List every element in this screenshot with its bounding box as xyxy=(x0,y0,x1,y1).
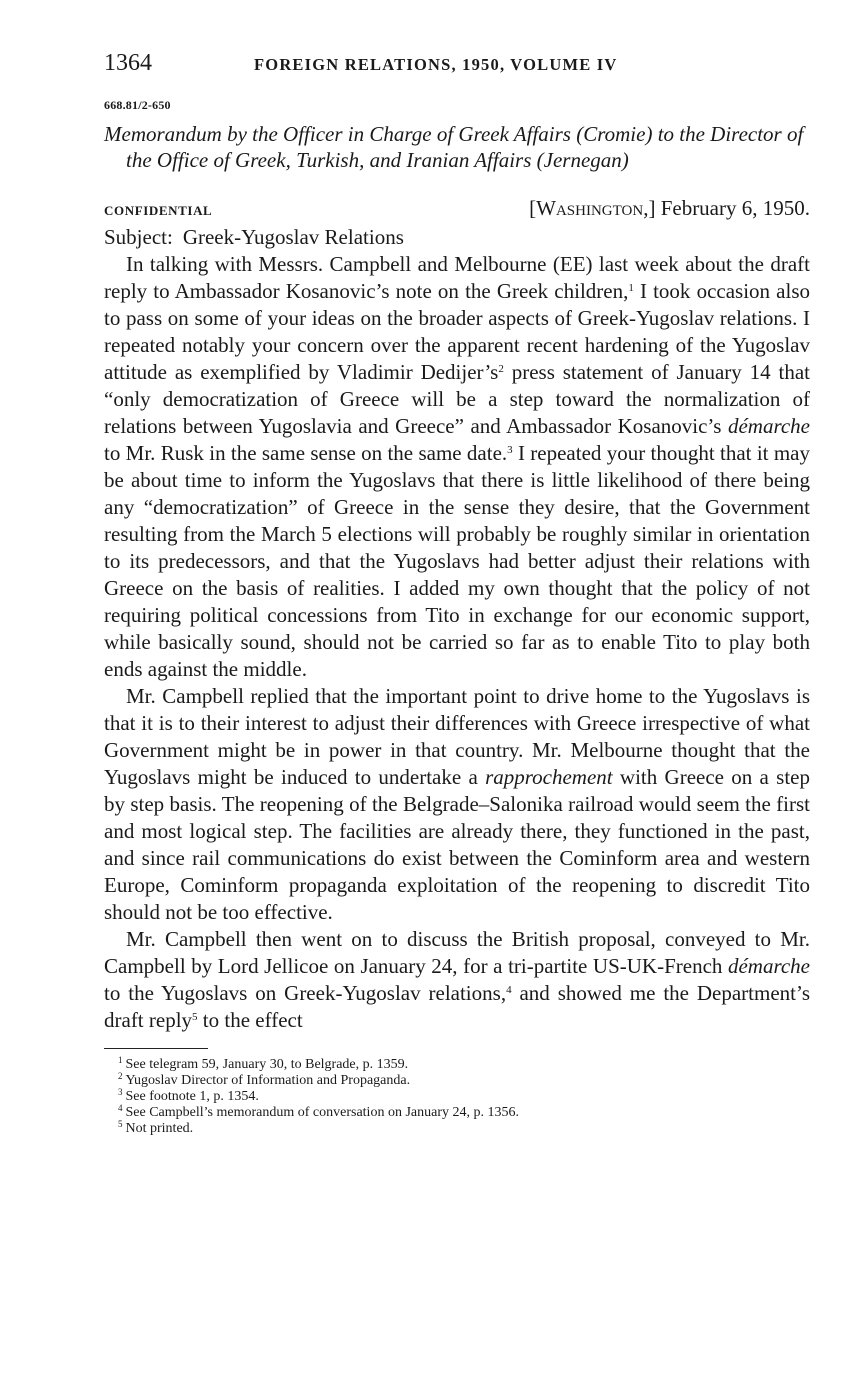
page-header xyxy=(104,50,810,84)
classification: CONFIDENTIAL xyxy=(104,203,213,218)
footnote-number: 4 xyxy=(118,1103,123,1113)
footnote-ref: 1 xyxy=(628,282,634,294)
footnote xyxy=(104,1057,810,1073)
page-number: 1364 xyxy=(104,50,152,76)
paragraph-3 xyxy=(104,926,810,1034)
footnote-ref: 4 xyxy=(506,984,512,996)
subject-text: Greek-Yugoslav Relations xyxy=(182,225,404,249)
footnote-text: Not printed. xyxy=(125,1121,194,1136)
footnote xyxy=(104,1073,810,1089)
footnote xyxy=(104,1105,810,1121)
subject-line xyxy=(104,224,810,251)
text-run: Mr. Campbell then went on to discuss the British proposal, conveyed to Mr. Campbell by Lord Jellicoe on January 24, for a tri-partite US-UK-French xyxy=(104,927,810,978)
footnote-number: 5 xyxy=(118,1119,123,1129)
footnote xyxy=(104,1089,810,1105)
text-run: Mr. Campbell replied that the important point to drive home to the Yugoslavs is that it is to their interest to adjust their differences with Greece irrespective of what Government might be in power in that country. Mr. Melbourne thought that the Yugoslavs might be induced to undertake a xyxy=(104,684,810,789)
document-page xyxy=(104,50,810,1137)
paragraph-2 xyxy=(104,683,810,926)
text-run: I took occasion also to pass on some of your ideas on the broader aspects of Greek-Yugoslav relations. I repeated notably your concern over the apparent recent hardening of the Yugoslav attitude as exemplified by Vladimir Dedijer’s xyxy=(104,279,810,384)
footnote-number: 3 xyxy=(118,1087,123,1097)
footnotes xyxy=(104,1057,810,1137)
place: Washington xyxy=(536,196,644,220)
footnote-text: Yugoslav Director of Information and Propaganda. xyxy=(125,1073,411,1088)
footnote xyxy=(104,1121,810,1137)
footnote-text: See telegram 59, January 30, to Belgrade, p. 1359. xyxy=(125,1057,409,1072)
footnote-divider xyxy=(104,1048,208,1049)
footnote-ref: 3 xyxy=(507,444,513,456)
text-run: to Mr. Rusk in the same sense on the same date. xyxy=(104,441,508,465)
memo-body xyxy=(104,251,810,1034)
subject-label: Subject: xyxy=(104,225,173,249)
text-run: to the Yugoslavs on Greek-Yugoslav relations, xyxy=(104,981,507,1005)
dateline xyxy=(104,196,810,221)
footnote-number: 1 xyxy=(118,1055,123,1065)
file-number: 668.81/2-650 xyxy=(104,98,171,112)
footnote-ref: 5 xyxy=(192,1011,198,1023)
footnote-number: 2 xyxy=(118,1071,123,1081)
italic-term: rapprochement xyxy=(485,765,613,789)
text-run: to the effect xyxy=(197,1008,303,1032)
italic-term: démarche xyxy=(727,414,810,438)
footnote-text: See Campbell’s memorandum of conversation on January 24, p. 1356. xyxy=(125,1105,519,1120)
date: February 6, 1950. xyxy=(660,196,810,220)
text-run: I repeated your thought that it may be about time to inform the Yugoslavs that there is little likelihood of there being any “democratization” of Greece in the sense they desire, that the Government resulting from the March 5 elections will probably be roughly similar in orientation to its predecessors, and that the Yugoslavs had better adjust their relations with Greece on the basis of realities. I added my own thought that the policy of not requiring political concessions from Tito in exchange for our economic support, while basically sound, should not be carried so far as to enable Tito to play both ends against the middle. xyxy=(104,441,810,681)
running-title: FOREIGN RELATIONS, 1950, VOLUME IV xyxy=(254,55,618,74)
paragraph-1 xyxy=(104,251,810,683)
place-date: [Washington,] February 6, 1950. xyxy=(529,196,810,220)
text-run: In talking with Messrs. Campbell and Melbourne (EE) last week about the draft reply to Ambassador Kosanovic’s note on the Greek children, xyxy=(104,252,810,303)
footnote-text: See footnote 1, p. 1354. xyxy=(125,1089,259,1104)
text-run: with Greece on a step by step basis. The reopening of the Belgrade–Salonika railroad would seem the first and most logical step. The facilities are already there, they functioned in the past, and since rail communications do exist between the Cominform area and western Europe, Cominform propaganda exploitation of the reopening to discredit Tito should not be too effective. xyxy=(104,765,810,924)
text-run: press statement of January 14 that “only democratization of Greece will be a step toward the normalization of relations between Yugoslavia and Greece” and Ambassador Kosanovic’s xyxy=(104,360,810,438)
italic-term: démarche xyxy=(727,954,810,978)
text-run: and showed me the Department’s draft reply xyxy=(104,981,810,1032)
footnote-ref: 2 xyxy=(498,363,504,375)
document-title: Memorandum by the Officer in Charge of Greek Affairs (Cromie) to the Director of the Office of Greek, Turkish, and Iranian Affairs (Jernegan) xyxy=(104,122,804,172)
